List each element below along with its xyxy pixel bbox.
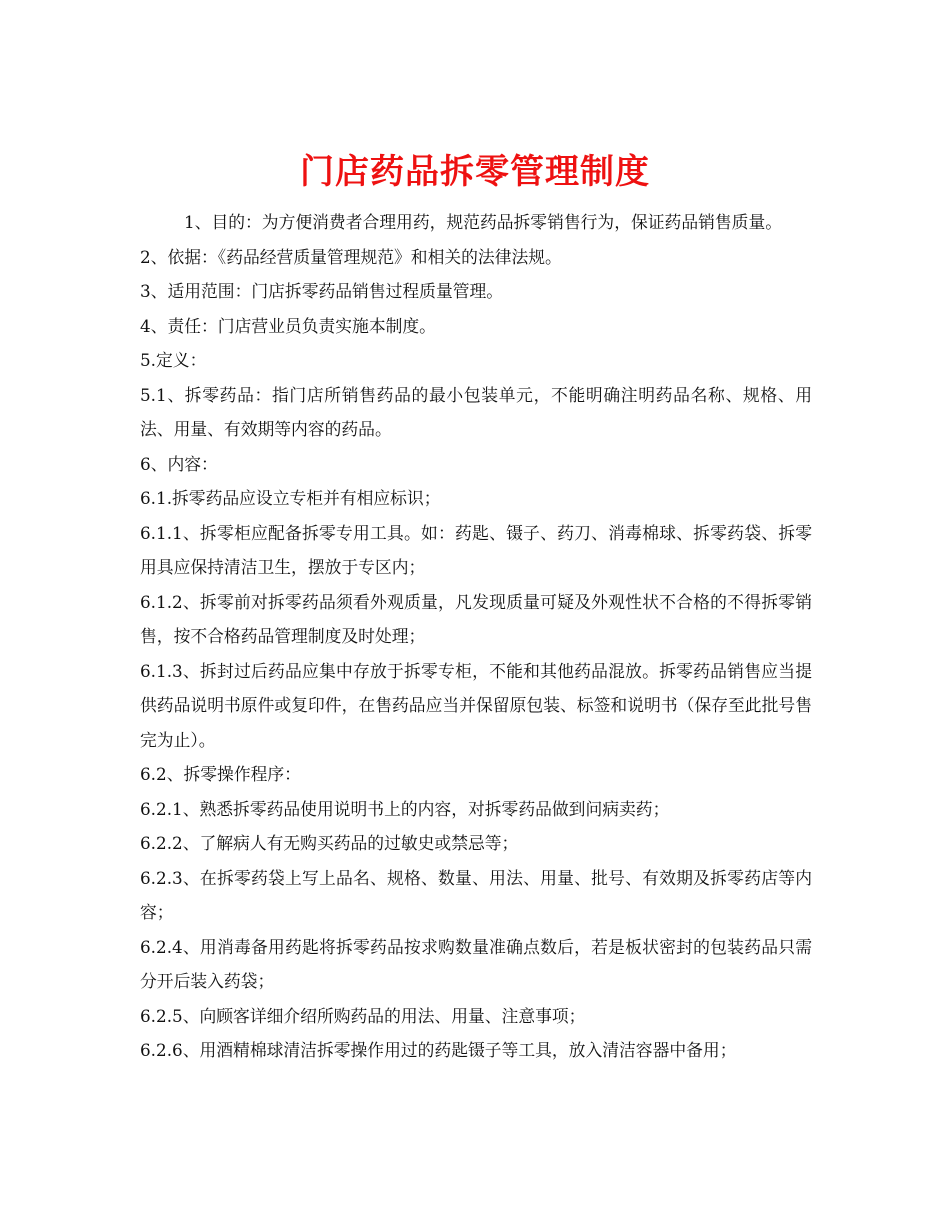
paragraph-6-2-6: 6.2.6、用酒精棉球清洁拆零操作用过的药匙镊子等工具，放入清洁容器中备用； <box>140 1040 737 1060</box>
paragraph-scope: 3、适用范围：门店拆零药品销售过程质量管理。 <box>140 281 504 301</box>
paragraph-6-2-4: 6.2.4、用消毒备用药匙将拆零药品按求购数量准确点数后，若是板状密封的包装药品只需分开后装入药袋； <box>140 936 812 991</box>
paragraph-6-1-3: 6.1.3、拆封过后药品应集中存放于拆零专柜，不能和其他药品混放。拆零药品销售应当提供药品说明书原件或复印件，在售药品应当并保留原包装、标签和说明书（保存至此批号售完为止）。 <box>140 660 812 750</box>
paragraph-definition-5-1: 5.1、拆零药品：指门店所销售药品的最小包装单元，不能明确注明药品名称、规格、用法、用量、有效期等内容的药品。 <box>140 384 812 439</box>
paragraph-purpose: 1、目的：为方便消费者合理用药，规范药品拆零销售行为，保证药品销售质量。 <box>184 212 783 232</box>
paragraph-6-2-1: 6.2.1、熟悉拆零药品使用说明书上的内容，对拆零药品做到问病卖药； <box>140 798 670 819</box>
paragraph-6-2: 6.2、拆零操作程序： <box>140 764 301 784</box>
document-title: 门店药品拆零管理制度 <box>300 151 650 192</box>
paragraph-6-2-2: 6.2.2、了解病人有无购买药品的过敏史或禁忌等； <box>140 833 519 853</box>
paragraph-6-1: 6.1.拆零药品应设立专柜并有相应标识； <box>140 488 441 508</box>
paragraph-6-1-1: 6.1.1、拆零柜应配备拆零专用工具。如：药匙、镊子、药刀、消毒棉球、拆零药袋、拆零用具应保持清洁卫生，摆放于专区内； <box>140 522 812 577</box>
paragraph-definition-heading: 5.定义： <box>140 350 207 370</box>
paragraph-responsibility: 4、责任：门店营业员负责实施本制度。 <box>140 315 436 336</box>
paragraph-6-2-3: 6.2.3、在拆零药袋上写上品名、规格、数量、用法、用量、批号、有效期及拆零药店等内容； <box>140 867 812 922</box>
document-body <box>140 205 812 1068</box>
paragraph-basis: 2、依据：《药品经营质量管理规范》和相关的法律法规。 <box>140 246 562 267</box>
paragraph-content-heading: 6、内容： <box>140 453 218 474</box>
paragraph-6-2-5: 6.2.5、向顾客详细介绍所购药品的用法、用量、注意事项； <box>140 1005 586 1026</box>
paragraph-6-1-2: 6.1.2、拆零前对拆零药品须看外观质量，凡发现质量可疑及外观性状不合格的不得拆零销售，按不合格药品管理制度及时处理； <box>140 591 812 646</box>
